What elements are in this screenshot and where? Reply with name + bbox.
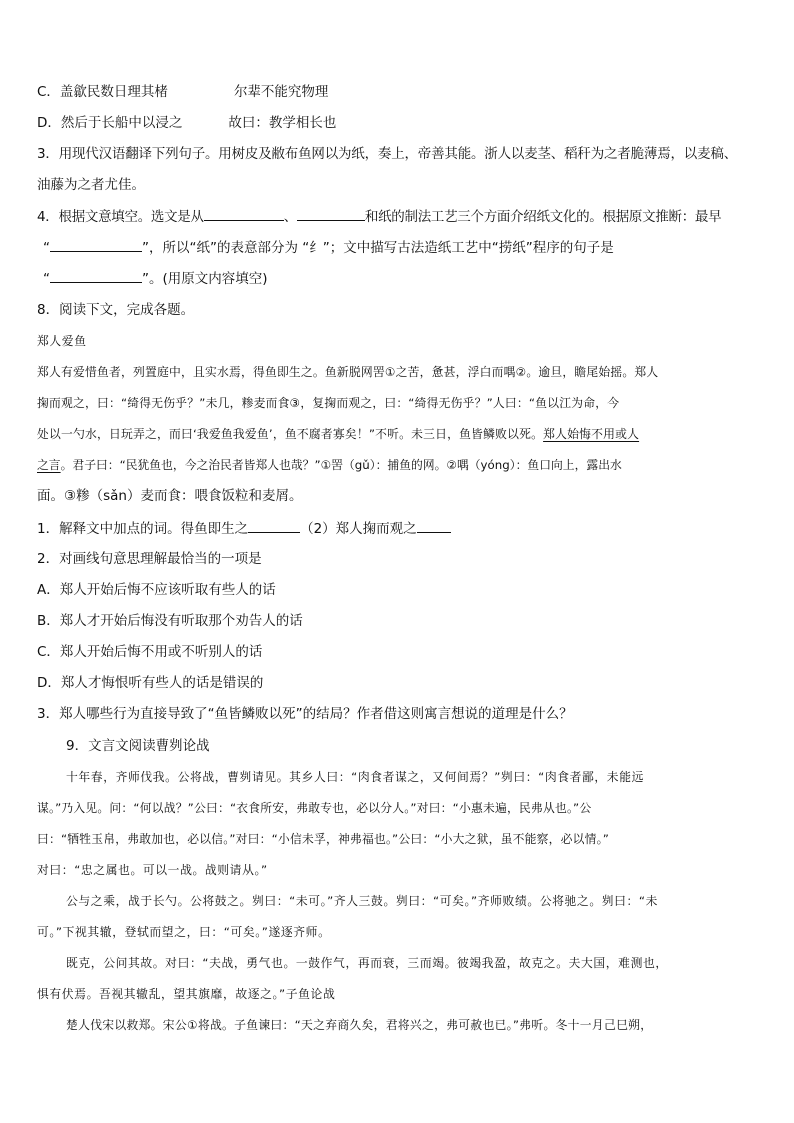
passage-title: 郑人爱鱼 <box>37 334 87 348</box>
option-c-line <box>37 82 757 102</box>
section-8-heading: 8．阅读下文，完成各题。 <box>37 302 195 318</box>
subquestion-1-text-a: 1．解释文中加点的词。得鱼即生之 <box>37 521 249 537</box>
cao-line-1: 十年春，齐师伐我。公将战，曹刿请见。其乡人曰：“肉食者谋之，又何间焉？”刿曰：“肉食者鄙，未能远 <box>66 770 644 784</box>
question-4-text-b: 、 <box>283 209 297 225</box>
subquestion-3: 3．郑人哪些行为直接导致了“鱼皆鳞败以死”的结局？作者借这则寓言想说的道理是什么？ <box>37 706 573 722</box>
question-4-text-e: ”。(用原文内容填空) <box>142 271 268 287</box>
question-3-line: 3．用现代汉语翻译下列句子。用树皮及敝布鱼网以为纸，奏上，帝善其能。浙人以麦茎、稻秆为之者脆薄焉，以麦稿、 <box>37 146 737 162</box>
cao-line-8: 惧有伏焉。吾视其辙乱，望其旗靡，故逐之。”子鱼论战 <box>37 987 336 1001</box>
underlined-sentence-b: 之言 <box>37 458 61 472</box>
answer-blank-3[interactable] <box>50 237 142 252</box>
choice-c: C．郑人开始后悔不用或不听别人的话 <box>37 644 263 660</box>
question-4-text-c: 和纸的制法工艺三个方面介绍纸文化的。根据原文推断：最早 <box>364 209 722 225</box>
underlined-sentence-a: 郑人始悔不用或人 <box>543 427 640 441</box>
section-9-heading: 9．文言文阅读曹刿论战 <box>66 738 210 754</box>
question-4-line-3 <box>43 268 763 289</box>
choice-a: A．郑人开始后悔不应该听取有些人的话 <box>37 582 276 598</box>
subquestion-1-text-b: （2）郑人掬而观之 <box>300 521 417 537</box>
question-4-text-a: 4．根据文意填空。选文是从 <box>37 209 204 225</box>
option-c-right: 尔辈不能究物理 <box>233 84 329 100</box>
footnote-line: 面。③糁（sǎn）麦而食：喂食饭粒和麦屑。 <box>37 488 303 504</box>
cao-line-4: 对曰：“忠之属也。可以一战。战则请从。” <box>37 863 268 877</box>
question-4-line <box>37 206 757 227</box>
passage-line-3-text: 处以一勺水，日玩弄之，而曰‘我爱鱼我爱鱼’，鱼不腐者寡矣！”不听。未三日，鱼皆鳞败以死。 <box>37 427 544 441</box>
answer-blank-6[interactable] <box>417 518 451 533</box>
question-3-continued: 油藤为之者尤佳。 <box>37 177 145 193</box>
passage-line-2: 掬而观之，曰：“绮得无伤乎？”未几，糁麦而食③，复掬而观之，曰：“绮得无伤乎？”人曰：“鱼以江为命，今 <box>37 396 620 410</box>
answer-blank-4[interactable] <box>50 268 142 283</box>
choice-b: B．郑人才开始后悔没有听取那个劝告人的话 <box>37 613 303 629</box>
question-4-text-d: ”，所以“纸”的表意部分为 “纟”；文中描写古法造纸工艺中“捞纸”程序的句子是 <box>142 240 614 256</box>
quote-open-1: “ <box>43 240 50 256</box>
answer-blank-5[interactable] <box>248 518 300 533</box>
option-d-right: 故曰：教学相长也 <box>228 115 337 131</box>
passage-line-1: 郑人有爱惜鱼者，列置庭中，且实水焉，得鱼即生之。鱼新脱网罟①之苦，惫甚，浮白而喁②。逾旦，瞻尾始摇。郑人 <box>37 365 659 379</box>
cao-line-3: 曰：“牺牲玉帛，弗敢加也，必以信。”对曰：“小信未孚，神弗福也。”公曰：“小大之狱，虽不能察，必以情。” <box>37 832 610 846</box>
cao-line-6: 可。”下视其辙，登轼而望之，曰：“可矣。”遂逐齐师。 <box>37 925 331 939</box>
answer-blank-1[interactable] <box>204 206 284 221</box>
passage-line-4-text: 。君子曰：“民犹鱼也，今之治民者皆郑人也哉？”①罟（gǔ）：捕鱼的网。②喁（yóng）：鱼口向上，露出水 <box>60 458 622 472</box>
question-4-line-2 <box>43 237 763 258</box>
passage-line-3 <box>37 424 757 444</box>
choice-d: D．郑人才悔恨听有些人的话是错误的 <box>37 675 264 691</box>
cao-line-2: 谋。”乃入见。问：“何以战？”公曰：“衣食所安，弗敢专也，必以分人。”对曰：“小惠未遍，民弗从也。”公 <box>37 801 592 815</box>
subquestion-2: 2．对画线句意思理解最恰当的一项是 <box>37 551 262 567</box>
answer-blank-2[interactable] <box>297 206 365 221</box>
quote-open-2: “ <box>43 271 50 287</box>
cao-line-5: 公与之乘，战于长勺。公将鼓之。刿曰：“未可。”齐人三鼓。刿曰：“可矣。”齐师败绩。公将驰之。刿曰：“未 <box>66 894 659 908</box>
option-d-line <box>37 113 757 133</box>
option-d-left: D．然后于长船中以浸之 <box>37 115 183 131</box>
option-c-left: C．盖歙民数日理其楮 <box>37 84 168 100</box>
subquestion-1 <box>37 518 757 539</box>
cao-line-7: 既克，公问其故。对曰：“夫战，勇气也。一鼓作气，再而衰，三而竭。彼竭我盈，故克之。夫大国，难测也， <box>66 956 668 970</box>
passage-line-4 <box>37 455 757 475</box>
ziyu-line-1: 楚人伐宋以救郑。宋公①将战。子鱼谏曰：“天之弃商久矣，君将兴之，弗可赦也已。”弗听。冬十一月己巳朔， <box>66 1018 653 1032</box>
